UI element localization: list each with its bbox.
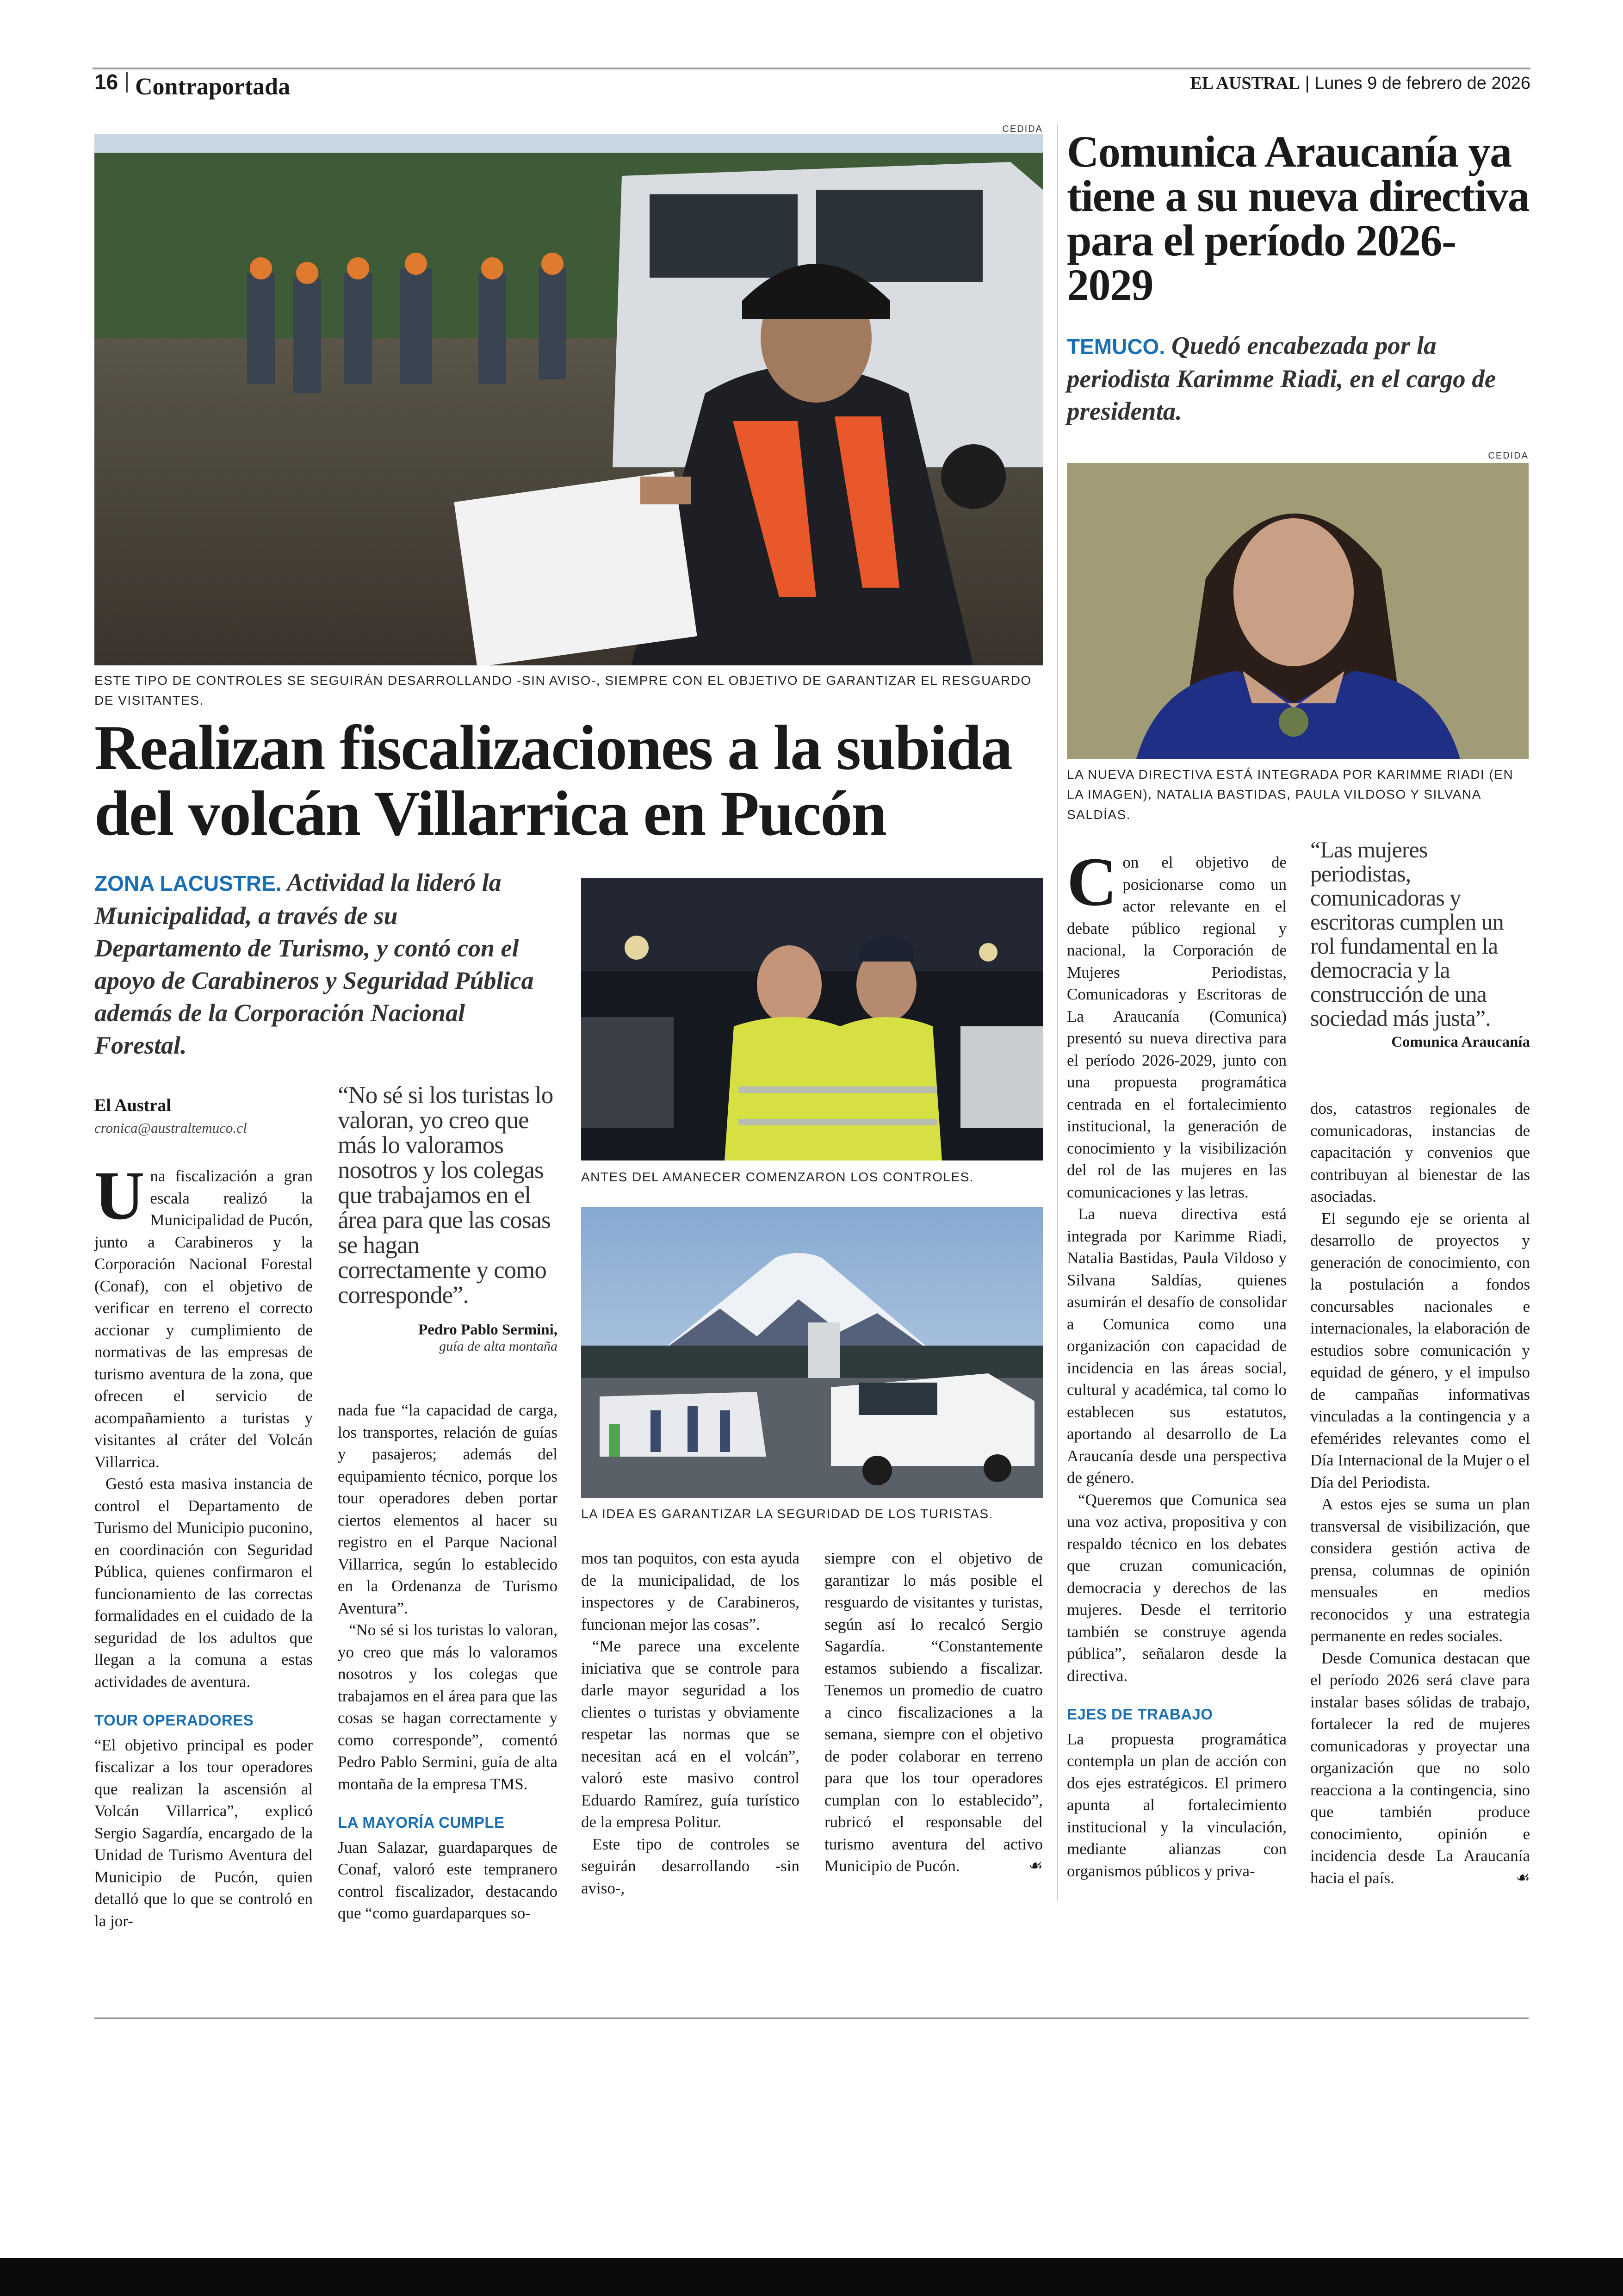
side-paragraph: A estos ejes se suma un plan transversal de visibilización, que considera gestión activa de prensa, columnas de opinión mensuales en medios reconocidos y una estrategia permanente en redes sociales.	[1310, 1495, 1530, 1645]
photo2-caption: ANTES DEL AMANECER COMENZARON LOS CONTROLES.	[581, 1170, 974, 1184]
side-pull-quote-text: “Las mujeres periodistas, comunicadoras y escritoras cumplen un rol fundamental en la democracia y la construcción de una sociedad más justa”.	[1310, 837, 1504, 1031]
main-paragraph: na fiscalización a gran escala realizó la Municipalidad de Pucón, junto a Carabineros y la Corporación Nacional Forestal (Conaf), con el objetivo de verificar en terreno el correcto accionar y cumplimiento de normativas de las empresas de turismo aventura de la zona, que ofrecen el servicio de acompañamiento a turistas y visitantes al cráter del Volcán Villarrica.	[94, 1167, 313, 1471]
side-paragraph: “Queremos que Comunica sea una voz activa, propositiva y con respaldo técnico en los debates que cruzan comunicación, democracia y derechos de las mujeres. Desde el territorio también se construye agenda pública”, señalaron desde la directiva.	[1067, 1490, 1287, 1685]
main-paragraph: Gestó esta masiva instancia de control el Departamento de Turismo del Municipio puconino, en coordinación con Seguridad Pública, quienes confirmaron el funcionamiento de las correctas formalidades en el cuidado de la seguridad de los adultos que llegan a la comuna a estas actividades de aventura.	[94, 1475, 313, 1691]
side-column-2	[1310, 1098, 1530, 1889]
issue-date: Lunes 9 de febrero de 2026	[1314, 74, 1530, 93]
photo3-caption: LA IDEA ES GARANTIZAR LA SEGURIDAD DE LOS TURISTAS.	[581, 1507, 993, 1521]
side-lede-text: Quedó encabezada por la periodista Karimme Riadi, en el cargo de presidenta.	[1067, 331, 1496, 425]
main-paragraph: “Me parece una excelente iniciativa que se controle para darle mayor seguridad a los clientes o turistas y obviamente respetar las normas que se necesitan acá en el volcán”, valoró este masivo control Eduardo Ramírez, guía turístico de la empresa Politur.	[581, 1637, 799, 1831]
side-dropcap: C	[1067, 844, 1117, 920]
main-column-4	[824, 1547, 1043, 1877]
side-paragraph: La nueva directiva está integrada por Karimme Riadi, Natalia Bastidas, Paula Vildoso y Silvana Saldías, quienes asumirán el desafío de consolidar a Comunica como una organización con capacidad de incidencia en las áreas social, cultural y académica, tal como lo establecen sus estatutos, aportando al desarrollo de La Araucanía desde una perspectiva de género.	[1067, 1205, 1287, 1487]
volcano-photo	[581, 1207, 1043, 1498]
volcano-illustration	[581, 1207, 1043, 1498]
side-column-1	[1067, 844, 1287, 1882]
photo-credit: CEDIDA	[1002, 124, 1043, 134]
byline-email: cronica@australtemuco.cl	[94, 1120, 247, 1136]
main-lede-tag: ZONA LACUSTRE.	[94, 871, 282, 895]
main-column-3	[581, 1547, 799, 1899]
main-paragraph: “El objetivo principal es poder fiscalizar a los tour operadores que realizan la ascensión al Volcán Villarrica”, explicó Sergio Sagardía, encargado de la Unidad de Turismo Aventura del Municipio de Pucón, quien detalló que lo que se controló en la jor-	[94, 1736, 313, 1930]
paper-name: EL AUSTRAL	[1190, 74, 1301, 93]
side-lede-tag: TEMUCO.	[1067, 335, 1165, 359]
main-paragraph: nada fue “la capacidad de carga, los transportes, relación de guías y pasajeros; además del equipamiento técnico, porque los tour operadores deben portar ciertos elementos al hacer su registro en el Parque Nacional Villarrica, según lo establecido en la Ordenanza de Turismo Aventura”.	[338, 1401, 558, 1617]
top-rule	[93, 68, 1530, 69]
inspector-illustration	[94, 134, 1043, 665]
night-control-photo	[581, 878, 1043, 1160]
side-pull-quote	[1310, 838, 1530, 1051]
portrait-illustration	[1067, 463, 1529, 759]
subhead-tour-operadores: TOUR OPERADORES	[94, 1712, 254, 1729]
top-photo-caption: ESTE TIPO DE CONTROLES SE SEGUIRÁN DESARROLLANDO -SIN AVISO-, SIEMPRE CON EL OBJETIVO DE GARANTIZAR EL RESGUARDO DE VISITANTES.	[94, 673, 1032, 708]
viewer-bottom-bar	[0, 2258, 1623, 2296]
inspector-photo	[94, 134, 1043, 665]
main-paragraph: Juan Salazar, guardaparques de Conaf, valoró este tempranero control fiscalizador, destacando que “como guardaparques so-	[338, 1838, 558, 1922]
column-divider	[1057, 124, 1058, 1901]
side-paragraph: Desde Comunica destacan que el período 2026 será clave para instalar bases sólidas de trabajo, fortalecer la red de mujeres comunicadoras y proyectar una organización que no solo reacciona a la contingencia, sino que también produce conocimiento, opinión e incidencia desde La Araucanía hacia el país.	[1310, 1649, 1530, 1887]
side-headline: Comunica Araucanía ya tiene a su nueva directiva para el período 2026-2029	[1067, 127, 1530, 310]
main-paragraph: mos tan poquitos, con esta ayuda de la municipalidad, de los inspectores y de Carabineros, funcionan mejor las cosas”.	[581, 1549, 799, 1633]
end-mark: ☙	[1028, 1856, 1043, 1875]
side-photo-caption: LA NUEVA DIRECTIVA ESTÁ INTEGRADA POR KARIMME RIADI (EN LA IMAGEN), NATALIA BASTIDAS, PAULA VILDOSO Y SILVANA SALDÍAS.	[1067, 767, 1514, 822]
side-paragraph: on el objetivo de posicionarse como un actor relevante en el debate público regional y nacional, la Corporación de Mujeres Periodistas, Comunicadoras y Escritoras de La Araucanía (Comunica) presentó su nueva directiva para el período 2026-2029, junto con una propuesta programática centrada en el fortalecimiento institucional, la generación de conocimiento y la visibilización del rol de las mujeres en las comunicaciones y las letras.	[1067, 853, 1287, 1201]
subhead-mayoria-cumple: LA MAYORÍA CUMPLE	[338, 1814, 505, 1831]
side-photo-credit: CEDIDA	[1488, 451, 1529, 461]
main-headline: Realizan fiscalizaciones a la subida del volcán Villarrica en Pucón	[94, 712, 1012, 849]
main-lede-text: Actividad la lideró la Municipalidad, a través de su Departamento de Turismo, y contó con el apoyo de Carabineros y Seguridad Pública además de la Corporación Nacional Forestal.	[94, 869, 534, 1059]
pull-quote-author: Pedro Pablo Sermini,	[418, 1322, 558, 1338]
side-paragraph: dos, catastros regionales de comunicadoras, instancias de capacitación y convenios que contribuyan al bienestar de las asociadas.	[1310, 1099, 1530, 1205]
main-paragraph: siempre con el objetivo de garantizar lo más posible el resguardo de visitantes y turistas, según así lo recalcó Sergio Sagardía. “Constantemente estamos subiendo a fiscalizar. Tenemos un promedio de cuatro a cinco fiscalizaciones a la semana, siempre con el objetivo de poder colaborar en terreno para que los tour operadores cumplan con lo establecido”, rubricó el responsable del turismo aventura del activo Municipio de Pucón.	[824, 1549, 1043, 1875]
pull-quote-role: guía de alta montaña	[439, 1339, 558, 1354]
side-lede	[1067, 329, 1530, 428]
side-pull-quote-author: Comunica Araucanía	[1391, 1034, 1530, 1050]
main-lede	[94, 866, 539, 1061]
main-column-1	[94, 1157, 313, 1932]
section-title: Contraportada	[135, 74, 291, 100]
main-column-2	[338, 1399, 558, 1924]
bottom-rule	[94, 2017, 1529, 2019]
main-paragraph: “No sé si los turistas lo valoran, yo creo que más lo valoramos nosotros y los colegas que trabajamos en el área para que las cosas se hagan correctamente y como corresponde”, comentó Pedro Pablo Sermini, guía de alta montaña de la empresa TMS.	[338, 1621, 558, 1793]
byline: El Austral	[94, 1096, 171, 1115]
side-end-mark: ☙	[1516, 1868, 1530, 1887]
pull-quote-text: “No sé si los turistas lo valoran, yo creo que más lo valoramos nosotros y los colegas que trabajamos en el área para que las cosas se hagan correctamente y como corresponde”.	[338, 1082, 553, 1309]
page-number: 16	[94, 70, 118, 94]
night-control-illustration	[581, 878, 1043, 1160]
masthead-date: EL AUSTRAL | Lunes 9 de febrero de 2026	[1190, 74, 1530, 93]
main-dropcap: U	[94, 1157, 145, 1234]
main-paragraph: Este tipo de controles se seguirán desarrollando -sin aviso-,	[581, 1835, 799, 1897]
side-paragraph: El segundo eje se orienta al desarrollo de proyectos y generación de conocimiento, con la postulación a fondos concursables nacionales e internacionales, la elaboración de estudios sobre comunicación y equidad de género, y el impulso de campañas informativas vinculadas a la contingencia y a efemérides relevantes como el Día Internacional de la Mujer o el Día del Periodista.	[1310, 1209, 1530, 1491]
header-separator	[126, 72, 128, 93]
pull-quote	[338, 1083, 558, 1354]
side-paragraph: La propuesta programática contempla un plan de acción con dos ejes estratégicos. El primero apunta al fortalecimiento institucional y la vinculación, mediante alianzas con organismos públicos y priva-	[1067, 1730, 1287, 1880]
portrait-photo	[1067, 463, 1529, 759]
subhead-ejes-de-trabajo: EJES DE TRABAJO	[1067, 1706, 1213, 1723]
